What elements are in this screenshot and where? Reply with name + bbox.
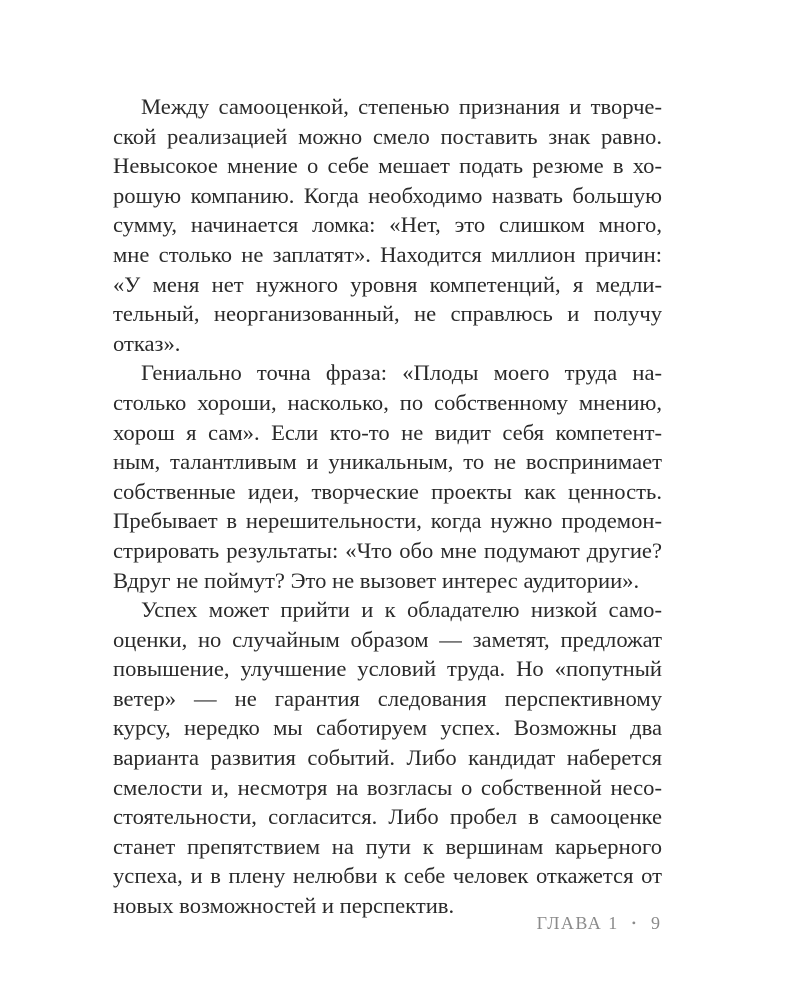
page-body [113,92,662,921]
text-line: стоятельности, согласится. Либо пробел в самооценке [113,804,662,830]
text-line: успеха, и в плену нелюбви к себе человек откажется от [113,863,662,889]
text-line: хорош я сам». Если кто-то не видит себя компетент- [113,419,662,445]
paragraph-1 [113,92,662,358]
text-line: собственные идеи, творческие проекты как ценность. [113,478,662,504]
text-line: Невысокое мнение о себе мешает подать резюме в хо- [113,153,662,179]
text-line: Гениально точна фраза: «Плоды моего труда на- [141,360,662,386]
text-line: «У меня нет нужного уровня компетенций, я медли- [113,271,662,297]
text-line: оценки, но случайным образом — заметят, предложат [113,626,662,652]
text-line: ской реализацией можно смело поставить знак равно. [113,123,662,149]
text-line: повышение, улучшение условий труда. Но «попутный [113,656,662,682]
text-line: ветер» — не гарантия следования перспективному [113,685,662,711]
text-line: рошую компанию. Когда необходимо назвать большую [113,182,662,208]
text-line: Вдруг не поймут? Это не вызовет интерес аудитории». [113,567,640,593]
text-line: стрировать результаты: «Что обо мне подумают другие? [113,537,662,563]
paragraph-3 [113,595,662,921]
text-line: столько хороши, насколько, по собственному мнению, [113,389,662,415]
paragraph-2 [113,358,662,595]
text-line: мне столько не заплатят». Находится миллион причин: [113,241,662,267]
text-line: ным, талантливым и уникальным, то не воспринимает [113,449,662,475]
text-line: Успех может прийти и к обладателю низкой само- [141,597,662,623]
text-line: Между самооценкой, степенью признания и творче- [141,94,662,119]
text-line: смелости и, несмотря на возгласы о собственной несо- [113,774,662,800]
page-footer [536,910,660,936]
page-number: 9 [651,912,660,933]
text-line: станет препятствием на пути к вершинам карьерного [113,833,662,859]
text-line: варианта развития событий. Либо кандидат наберется [113,745,662,771]
bullet-separator: • [631,915,636,930]
text-line: Пребывает в нерешительности, когда нужно продемон- [113,508,662,534]
text-line: курсу, нередко мы саботируем успех. Возможны два [113,715,662,741]
text-line: сумму, начинается ломка: «Нет, это слишком много, [113,212,662,238]
text-line: новых возможностей и перспектив. [113,893,455,919]
text-line: тельный, неорганизованный, не справлюсь и получу [113,301,662,327]
text-line: отказ». [113,330,181,356]
chapter-label: ГЛАВА 1 [536,912,619,933]
